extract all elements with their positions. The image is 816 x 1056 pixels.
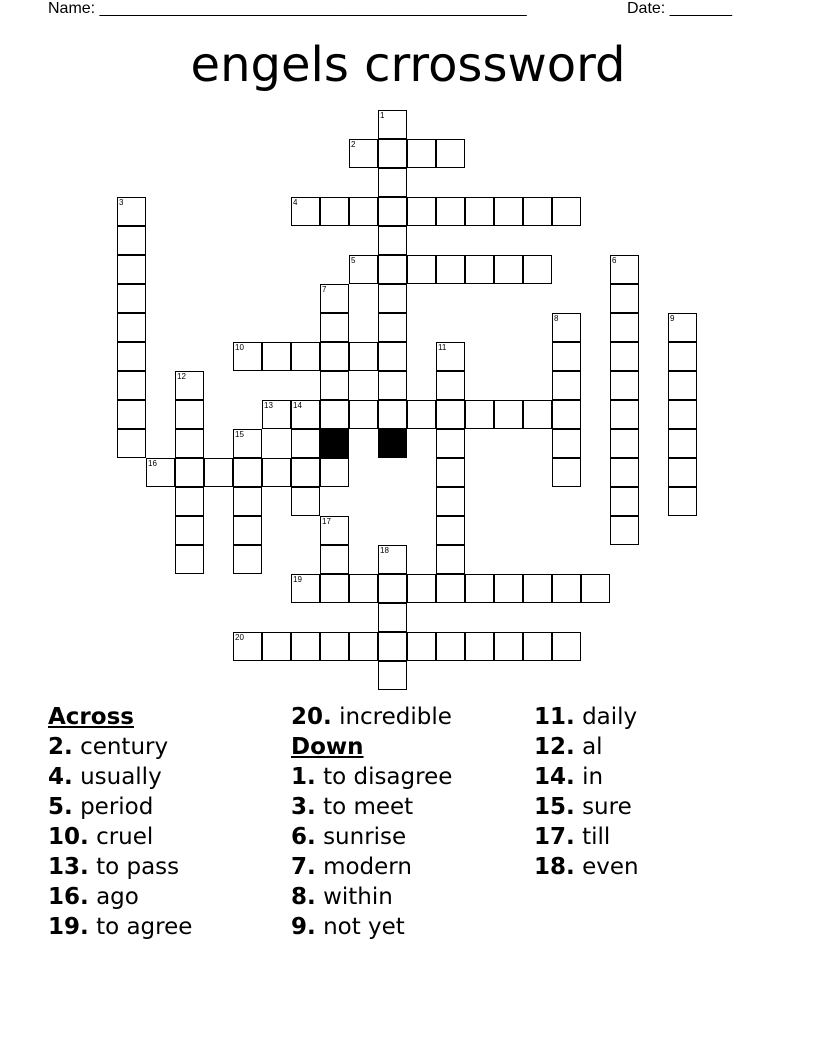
clue-number: 13 bbox=[264, 401, 273, 410]
grid-cell[interactable] bbox=[407, 139, 436, 168]
grid-cell[interactable] bbox=[349, 632, 378, 661]
clue-number: 6 bbox=[612, 256, 617, 265]
grid-cell[interactable] bbox=[320, 342, 349, 371]
grid-cell[interactable] bbox=[175, 371, 204, 400]
grid-cell[interactable] bbox=[610, 400, 639, 429]
clue-across-19: 19. to agree bbox=[48, 914, 193, 940]
grid-cell[interactable] bbox=[610, 487, 639, 516]
clue-number: 3 bbox=[119, 198, 124, 207]
grid-cell[interactable] bbox=[378, 632, 407, 661]
grid-cell[interactable] bbox=[668, 313, 697, 342]
grid-cell[interactable] bbox=[407, 197, 436, 226]
grid-cell[interactable] bbox=[233, 342, 262, 371]
clue-across-13: 13. to pass bbox=[48, 854, 180, 880]
grid-cell[interactable] bbox=[378, 371, 407, 400]
grid-cell[interactable] bbox=[465, 400, 494, 429]
grid-cell[interactable] bbox=[233, 487, 262, 516]
grid-cell[interactable] bbox=[668, 342, 697, 371]
grid-cell[interactable] bbox=[552, 371, 581, 400]
grid-cell[interactable] bbox=[523, 197, 552, 226]
date-field-label: Date: _______ bbox=[627, 0, 732, 17]
black-cell bbox=[378, 429, 407, 458]
clue-number: 15 bbox=[235, 430, 244, 439]
grid-cell[interactable] bbox=[581, 574, 610, 603]
grid-cell[interactable] bbox=[320, 632, 349, 661]
clue-down-7: 7. modern bbox=[291, 854, 412, 880]
grid-cell[interactable] bbox=[436, 516, 465, 545]
grid-cell[interactable] bbox=[465, 632, 494, 661]
grid-cell[interactable] bbox=[494, 574, 523, 603]
grid-cell[interactable] bbox=[262, 342, 291, 371]
across-heading: Across bbox=[48, 704, 134, 730]
grid-cell[interactable] bbox=[552, 313, 581, 342]
grid-cell[interactable] bbox=[436, 487, 465, 516]
clue-number: 8 bbox=[554, 314, 559, 323]
grid-cell[interactable] bbox=[349, 342, 378, 371]
clue-number: 5 bbox=[351, 256, 356, 265]
grid-cell[interactable] bbox=[320, 371, 349, 400]
grid-cell[interactable] bbox=[494, 255, 523, 284]
grid-cell[interactable] bbox=[436, 574, 465, 603]
clue-down-8: 8. within bbox=[291, 884, 393, 910]
grid-cell[interactable] bbox=[291, 197, 320, 226]
grid-cell[interactable] bbox=[610, 284, 639, 313]
grid-cell[interactable] bbox=[610, 458, 639, 487]
grid-cell[interactable] bbox=[291, 632, 320, 661]
grid-cell[interactable] bbox=[349, 197, 378, 226]
grid-cell[interactable] bbox=[552, 458, 581, 487]
grid-cell[interactable] bbox=[378, 255, 407, 284]
grid-cell[interactable] bbox=[117, 226, 146, 255]
clue-down-3: 3. to meet bbox=[291, 794, 414, 820]
grid-cell[interactable] bbox=[175, 400, 204, 429]
clue-number: 20 bbox=[235, 633, 244, 642]
grid-cell[interactable] bbox=[668, 400, 697, 429]
grid-cell[interactable] bbox=[378, 168, 407, 197]
grid-cell[interactable] bbox=[175, 429, 204, 458]
grid-cell[interactable] bbox=[117, 342, 146, 371]
grid-cell[interactable] bbox=[262, 458, 291, 487]
grid-cell[interactable] bbox=[465, 197, 494, 226]
grid-cell[interactable] bbox=[233, 516, 262, 545]
grid-cell[interactable] bbox=[378, 661, 407, 690]
grid-cell[interactable] bbox=[117, 255, 146, 284]
grid-cell[interactable] bbox=[494, 632, 523, 661]
grid-cell[interactable] bbox=[291, 429, 320, 458]
grid-cell[interactable] bbox=[436, 255, 465, 284]
grid-cell[interactable] bbox=[175, 458, 204, 487]
grid-cell[interactable] bbox=[233, 429, 262, 458]
grid-cell[interactable] bbox=[117, 371, 146, 400]
clue-column-2 bbox=[291, 702, 452, 942]
clue-across-20: 20. incredible bbox=[291, 704, 452, 730]
grid-cell[interactable] bbox=[436, 400, 465, 429]
grid-cell[interactable] bbox=[668, 371, 697, 400]
grid-cell[interactable] bbox=[320, 545, 349, 574]
grid-cell[interactable] bbox=[320, 284, 349, 313]
grid-cell[interactable] bbox=[117, 284, 146, 313]
clue-number: 14 bbox=[293, 401, 302, 410]
grid-cell[interactable] bbox=[610, 342, 639, 371]
grid-cell[interactable] bbox=[523, 574, 552, 603]
grid-cell[interactable] bbox=[378, 545, 407, 574]
grid-cell[interactable] bbox=[117, 197, 146, 226]
grid-cell[interactable] bbox=[436, 342, 465, 371]
grid-cell[interactable] bbox=[436, 458, 465, 487]
clue-across-2: 2. century bbox=[48, 734, 169, 760]
grid-cell[interactable] bbox=[291, 487, 320, 516]
grid-cell[interactable] bbox=[407, 400, 436, 429]
clue-across-16: 16. ago bbox=[48, 884, 139, 910]
clue-number: 17 bbox=[322, 517, 331, 526]
grid-cell[interactable] bbox=[320, 516, 349, 545]
grid-cell[interactable] bbox=[494, 400, 523, 429]
clue-down-18: 18. even bbox=[534, 854, 639, 880]
clue-number: 12 bbox=[177, 372, 186, 381]
grid-cell[interactable] bbox=[407, 632, 436, 661]
grid-cell[interactable] bbox=[378, 574, 407, 603]
grid-cell[interactable] bbox=[523, 400, 552, 429]
grid-cell[interactable] bbox=[407, 574, 436, 603]
clue-number: 1 bbox=[380, 111, 385, 120]
clue-across-4: 4. usually bbox=[48, 764, 162, 790]
clue-down-1: 1. to disagree bbox=[291, 764, 453, 790]
clue-number: 2 bbox=[351, 140, 356, 149]
clue-column-3 bbox=[534, 702, 639, 882]
clue-number: 10 bbox=[235, 343, 244, 352]
grid-cell[interactable] bbox=[175, 487, 204, 516]
grid-cell[interactable] bbox=[320, 197, 349, 226]
grid-cell[interactable] bbox=[262, 632, 291, 661]
grid-cell[interactable] bbox=[233, 632, 262, 661]
grid-cell[interactable] bbox=[668, 458, 697, 487]
grid-cell[interactable] bbox=[465, 574, 494, 603]
grid-cell[interactable] bbox=[349, 400, 378, 429]
grid-cell[interactable] bbox=[436, 632, 465, 661]
clue-down-12: 12. al bbox=[534, 734, 603, 760]
grid-cell[interactable] bbox=[320, 313, 349, 342]
grid-cell[interactable] bbox=[378, 603, 407, 632]
grid-cell[interactable] bbox=[436, 371, 465, 400]
grid-cell[interactable] bbox=[291, 574, 320, 603]
grid-cell[interactable] bbox=[610, 313, 639, 342]
grid-cell[interactable] bbox=[378, 226, 407, 255]
clue-number: 4 bbox=[293, 198, 298, 207]
grid-cell[interactable] bbox=[552, 342, 581, 371]
grid-cell[interactable] bbox=[668, 429, 697, 458]
grid-cell[interactable] bbox=[552, 197, 581, 226]
grid-cell[interactable] bbox=[233, 545, 262, 574]
grid-cell[interactable] bbox=[552, 429, 581, 458]
clue-column-1 bbox=[48, 702, 192, 942]
grid-cell[interactable] bbox=[552, 400, 581, 429]
grid-cell[interactable] bbox=[378, 313, 407, 342]
clue-down-17: 17. till bbox=[534, 824, 611, 850]
grid-cell[interactable] bbox=[175, 516, 204, 545]
grid-cell[interactable] bbox=[378, 110, 407, 139]
grid-cell[interactable] bbox=[262, 400, 291, 429]
grid-cell[interactable] bbox=[291, 458, 320, 487]
grid-cell[interactable] bbox=[494, 197, 523, 226]
grid-cell[interactable] bbox=[291, 342, 320, 371]
grid-cell[interactable] bbox=[378, 139, 407, 168]
grid-cell[interactable] bbox=[407, 255, 436, 284]
clue-down-15: 15. sure bbox=[534, 794, 632, 820]
grid-cell[interactable] bbox=[320, 574, 349, 603]
grid-cell[interactable] bbox=[552, 632, 581, 661]
clue-number: 18 bbox=[380, 546, 389, 555]
grid-cell[interactable] bbox=[378, 400, 407, 429]
grid-cell[interactable] bbox=[668, 487, 697, 516]
grid-cell[interactable] bbox=[320, 400, 349, 429]
grid-cell[interactable] bbox=[436, 429, 465, 458]
grid-cell[interactable] bbox=[378, 284, 407, 313]
grid-cell[interactable] bbox=[523, 255, 552, 284]
grid-cell[interactable] bbox=[610, 371, 639, 400]
grid-cell[interactable] bbox=[610, 255, 639, 284]
grid-cell[interactable] bbox=[175, 545, 204, 574]
clue-number: 19 bbox=[293, 575, 302, 584]
grid-cell[interactable] bbox=[349, 255, 378, 284]
grid-cell[interactable] bbox=[436, 197, 465, 226]
grid-cell[interactable] bbox=[117, 429, 146, 458]
grid-cell[interactable] bbox=[465, 255, 494, 284]
name-field-label: Name: ________________________________________________ bbox=[48, 0, 527, 17]
grid-cell[interactable] bbox=[349, 574, 378, 603]
black-cell bbox=[320, 429, 349, 458]
clue-number: 7 bbox=[322, 285, 327, 294]
grid-cell[interactable] bbox=[610, 516, 639, 545]
grid-cell[interactable] bbox=[117, 313, 146, 342]
grid-cell[interactable] bbox=[552, 574, 581, 603]
clue-number: 9 bbox=[670, 314, 675, 323]
grid-cell[interactable] bbox=[610, 429, 639, 458]
grid-cell[interactable] bbox=[436, 545, 465, 574]
grid-cell[interactable] bbox=[378, 197, 407, 226]
clue-across-10: 10. cruel bbox=[48, 824, 154, 850]
grid-cell[interactable] bbox=[117, 400, 146, 429]
grid-cell[interactable] bbox=[204, 458, 233, 487]
grid-cell[interactable] bbox=[146, 458, 175, 487]
grid-cell[interactable] bbox=[349, 139, 378, 168]
down-heading: Down bbox=[291, 734, 364, 760]
clue-across-5: 5. period bbox=[48, 794, 154, 820]
grid-cell[interactable] bbox=[291, 400, 320, 429]
clue-number: 16 bbox=[148, 459, 157, 468]
grid-cell[interactable] bbox=[378, 342, 407, 371]
puzzle-title: engels crrossword bbox=[190, 37, 626, 93]
clue-down-11: 11. daily bbox=[534, 704, 638, 730]
grid-cell[interactable] bbox=[436, 139, 465, 168]
clue-number: 11 bbox=[438, 343, 447, 352]
grid-cell[interactable] bbox=[233, 458, 262, 487]
grid-cell[interactable] bbox=[523, 632, 552, 661]
grid-cell[interactable] bbox=[320, 458, 349, 487]
clue-down-14: 14. in bbox=[534, 764, 604, 790]
clue-down-9: 9. not yet bbox=[291, 914, 405, 940]
clue-down-6: 6. sunrise bbox=[291, 824, 407, 850]
